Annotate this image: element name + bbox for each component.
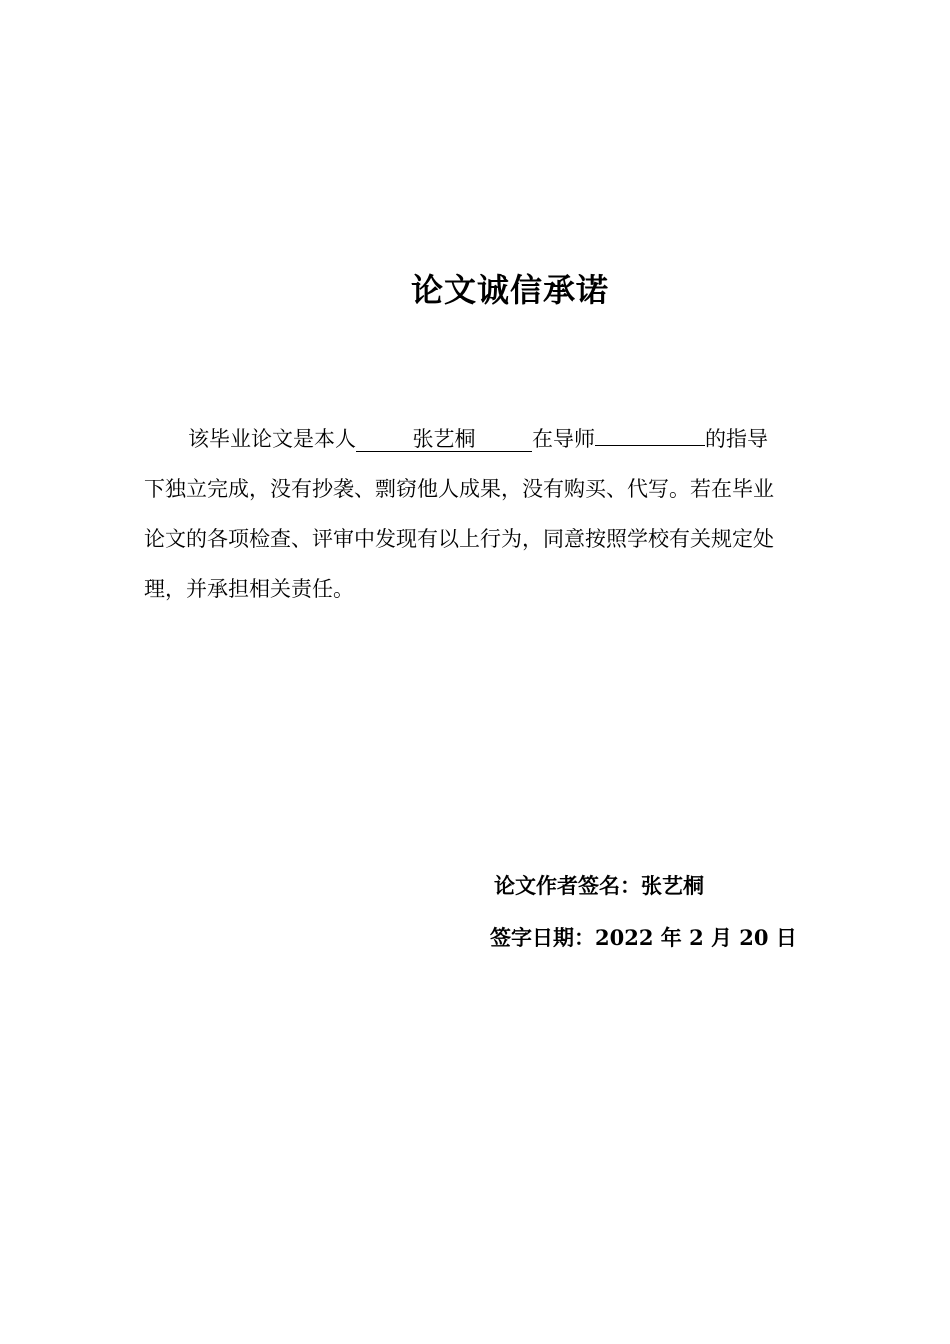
date-label: 签字日期： (490, 925, 595, 950)
paragraph-line-4: 理，并承担相关责任。 (144, 577, 354, 601)
line1-suffix: 的指导 (705, 427, 768, 451)
page-title: 论文诚信承诺 (410, 271, 609, 309)
commitment-paragraph (144, 414, 814, 614)
signature-value: 张艺桐 (641, 873, 704, 898)
paragraph-line-3: 论文的各项检查、评审中发现有以上行为，同意按照学校有关规定处 (144, 527, 774, 551)
paragraph-line-2: 下独立完成，没有抄袭、剽窃他人成果，没有购买、代写。若在毕业 (144, 477, 774, 501)
paragraph-line-1 (144, 414, 814, 464)
student-name-field: 张艺桐 (356, 427, 532, 452)
line1-mid: 在导师 (532, 427, 595, 451)
author-signature (494, 866, 704, 906)
date-value: 2022 年 2 月 20 日 (595, 925, 797, 950)
advisor-name-field (595, 445, 705, 446)
signature-date (490, 918, 797, 958)
signature-label: 论文作者签名： (494, 873, 641, 898)
line1-prefix: 该毕业论文是本人 (188, 427, 356, 451)
